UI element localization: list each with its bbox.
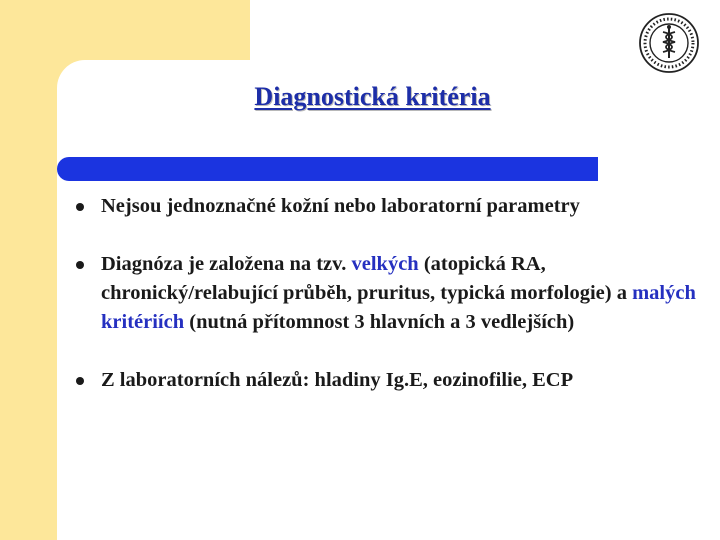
bullet-text-part: Diagnóza je založena na tzv. xyxy=(101,253,352,275)
slide-title: Diagnostická kritéria xyxy=(254,82,491,111)
bullet-dot-icon xyxy=(76,261,84,269)
bullet-item xyxy=(76,192,696,221)
highlight-major-criteria: velkých xyxy=(351,253,419,275)
bullet-item xyxy=(76,366,696,395)
bullet-text-part: (atopická RA, chronický/relabující průběh, pruritus, typická morfologie) a xyxy=(101,253,633,304)
highlight-minor-criteria: malých kritériích xyxy=(101,282,696,333)
bullet-text-part: (nutná přítomnost 3 hlavních a 3 vedlejších) xyxy=(184,311,575,333)
bullet-list xyxy=(76,192,696,395)
bullet-dot-icon xyxy=(76,377,84,385)
society-seal-icon xyxy=(638,12,700,74)
accent-bar xyxy=(57,157,598,181)
bullet-text: Nejsou jednoznačné kožní nebo laboratorní parametry xyxy=(101,195,580,217)
decorative-left-band xyxy=(0,0,57,540)
bullet-item xyxy=(76,250,696,337)
bullet-dot-icon xyxy=(76,203,84,211)
bullet-text: Z laboratorních nálezů: hladiny Ig.E, eozinofilie, ECP xyxy=(101,369,574,391)
